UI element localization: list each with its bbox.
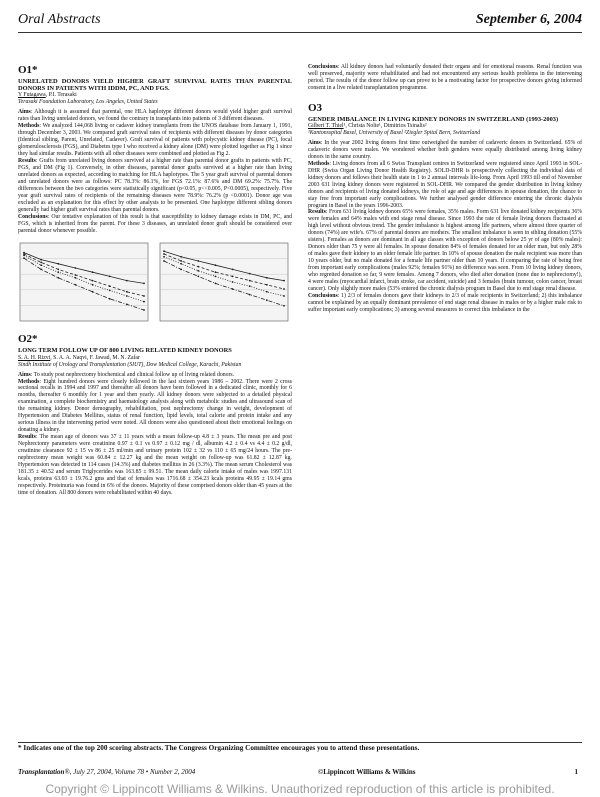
methods-paragraph: Methods: Living donors from all 6 Swiss Transplant centres in Switzerland were registered since April 1993 in SOL-DHR (Swiss Organ Living Donor Health Registry). SOLD-DHR is prospectively collecting the individual data of kidney donors and follows their health state in 1 to 2 annual intervals life-long. From April 1993 till end of November 2003 631 living kidney donors were registered in SOL-DHR. We compared the gender distribution in living kidney donors and recipients of living donated kidneys, the role of age and age differences in spouse donation, the chance to stay free from important early complications. We further analysed gender difference entering the chronic dialysis program in Basel in the years 1996-2003. <box>308 160 582 209</box>
data-point <box>143 283 145 285</box>
footnote-rule <box>18 742 582 743</box>
abstract-o2-continued <box>308 64 582 92</box>
header-rule <box>18 32 582 33</box>
data-point <box>126 291 128 293</box>
co-authors: , P.I. Terasaki <box>45 92 77 99</box>
chart-panel-2 <box>160 243 288 321</box>
data-point <box>109 298 111 300</box>
co-authors: , S. A. A. Naqvi, F. Jawad, M. N. Zafar <box>50 354 140 361</box>
data-point <box>40 262 42 264</box>
data-point <box>92 291 94 293</box>
data-point <box>197 266 199 268</box>
data-point <box>75 277 77 279</box>
data-point <box>266 291 268 293</box>
abstract-authors <box>308 123 582 130</box>
running-header-section: Oral Abstracts <box>18 12 101 27</box>
conclusions-paragraph: Conclusions: 1) 2/3 of females donors gave their kidneys to 2/3 of male recipients in Switzerland; 2) this imbalance cannot be explained by an equally dominant prevalence of end stage renal disease in males or by a higher male risk to suffer important early complications; 3) among several measures to correct this imbalance in the <box>308 292 582 313</box>
data-point <box>180 261 182 263</box>
abstract-id: O2* <box>18 333 38 346</box>
data-point <box>163 254 165 256</box>
data-point <box>232 269 234 271</box>
data-point <box>126 280 128 282</box>
data-point <box>232 276 234 278</box>
data-point <box>23 255 25 257</box>
presenting-author: Gilbert T. Thiel <box>308 123 344 130</box>
data-point <box>57 277 59 279</box>
data-point <box>266 277 268 279</box>
data-point <box>283 305 285 307</box>
abstract-title: GENDER IMBALANCE IN LIVING KIDNEY DONORS IN SWITZERLAND (1993-2003) <box>308 115 559 123</box>
data-point <box>126 296 128 298</box>
chart-panel-1 <box>20 243 148 321</box>
publisher: ©Lippincott Williams & Wilkins <box>318 768 416 776</box>
survival-figure <box>18 239 290 327</box>
copyright-notice: Copyright © Lippincott Williams & Wilkins. Unauthorized reproduction of this article is prohibited. <box>45 782 555 796</box>
results-paragraph: Results: Grafts from unrelated living donors survived at a higher rate than parental donor grafts in patients with PC, FGS, and DM (Fig 1). Conversely, in other diseases, parental donor grafts survived at a higher rate than living unrelated donors as expected, according to matching for HLA haplotypes. The 5 year graft survival of parental donors and unrelated donors were as follows: PC 78.3%: 86.1%, for FGS 72.1%: 87.6% and DM 69.2%: 75.7%. The differences between the two categories were statistically significant (p<0.05, p<<0.005, P<0.0005), respectively. Five year graft survival rates of recipients of the remaining diseases were 78.9%: 76.2% (p <0.0001). Donor age was excluded as an explanation for this effect by other analysis to be presented. One haplotype different sibling donors generally had higher graft survival rates than parental donors. <box>18 157 292 213</box>
data-point <box>215 265 217 267</box>
data-point <box>109 286 111 288</box>
aims-paragraph: Aims: To study post nephrectomy biochemical and clinical follow up of living related donors. <box>18 371 235 378</box>
data-point <box>75 275 77 277</box>
citation-details: ®, July 27, 2004, Volume 78 • Number 2, 2004 <box>64 768 196 776</box>
data-point <box>92 272 94 274</box>
data-point <box>180 256 182 258</box>
chart-frame <box>160 243 288 321</box>
abstract-o2 <box>18 333 292 496</box>
abstract-affiliation: Terasaki Foundation Laboratory, Los Angeles, United States <box>18 99 158 106</box>
abstract-authors <box>18 355 292 362</box>
data-point <box>75 284 77 286</box>
abstract-authors <box>18 92 292 99</box>
presenting-author: S. A. H. Rizvi <box>18 354 51 361</box>
data-point <box>197 276 199 278</box>
conclusions-paragraph: Conclusions: Our tentative explanation of this result is that susceptibility to kidney damage exists in DM, PC, and FGS, which is inherited from the parent. For these 3 diseases, an unrelated donor graft should be considered over parental donor whenever possible. <box>18 213 292 234</box>
chart-frame <box>20 243 148 321</box>
results-paragraph: Results: The mean age of donors was 37 ± 11 years with a mean follow-up 4.8 ± 3 years. The mean pre and post Nephrectomy parameters were creatinine 0.97 ± 0.1 vs 0.97 ± 0.12 mg / dl, albumin 4.2 ± 0.4 vs 4.4 ± 0.2 g/dl, creatinine clearance 92 ± 15 vs 86 ± 25 ml/min and urinary protein 102 ± 32 vs 110 ± 65 mg/24 hours. The pre-nephrectomy mean weight was 60.84 ± 12.27 kg and the mean weight on follow-up was 61.82 ± 12.87 kg. Hypertension was detected in 114 cases (14.3%) and diabetes mellitus in 26 (3.3%). The mean serum Cholesterol was 181.35 ± 40.52 and serum Triglycerides was 163.85 ± 99.51. The mean daily calorie intake of males was 1997.131 kcals, proteins 63.03 ± 19.76.2 gms and that of females was 1716.68 ± 354.23 kcals proteins 49.95 ± 19.14 gms respectively. Proteinuria was found in 6% of the donors. Majority of these comprised donors older than 45 years at the time of donation. All 800 donors were rehabilitated within 40 days. <box>18 434 292 496</box>
survival-charts-svg <box>18 239 290 327</box>
data-point <box>40 269 42 271</box>
data-point <box>180 269 182 271</box>
page-number: 1 <box>574 768 578 776</box>
data-point <box>215 272 217 274</box>
right-column <box>308 64 582 314</box>
data-point <box>163 256 165 258</box>
aims-paragraph: Aims: Although it is assumed that parental, one HLA haplotype different donors would yield higher graft survival rates than living unrelated donors, we found the contrary in transplants into patients of 3 different diseases. <box>18 109 292 123</box>
data-point <box>163 251 165 253</box>
data-point <box>180 263 182 265</box>
data-point <box>143 301 145 303</box>
data-point <box>197 270 199 272</box>
left-column <box>18 64 292 497</box>
data-point <box>23 258 25 260</box>
data-point <box>215 283 217 285</box>
data-point <box>57 263 59 265</box>
data-point <box>143 310 145 312</box>
data-point <box>249 294 251 296</box>
abstract-affiliation: ¹Kantonsspital Basel, University of Basel ²Ziegler Spital Bern, Switzerland <box>308 129 481 136</box>
data-point <box>249 280 251 282</box>
data-point <box>283 296 285 298</box>
data-point <box>126 304 128 306</box>
data-point <box>109 290 111 292</box>
conclusions-paragraph: Conclusions: All kidney donors had voluntarily donated their organs and for emotional reasons. Renal function was well preserved, majority were rehabilitated and had not encountered any serious health problems in the intervening period. The results of the donor follow up can prove to be a motivating factor for prospective donors giving informed consent in a live related transplantation programme. <box>308 64 582 91</box>
co-authors: ¹, Christa Nolte¹, Dimitrios Tsinalis² <box>343 123 427 130</box>
data-point <box>75 268 77 270</box>
data-point <box>283 289 285 291</box>
data-point <box>109 276 111 278</box>
aims-paragraph: Aims: In the year 2002 living donors first time outweighed the number of cadaveric donors in Switzerland. 65% of cadaveric donors were males. We wondered whether both genders were equally distributed among living kidney donors in the same country. <box>308 139 582 160</box>
data-point <box>266 300 268 302</box>
data-point <box>197 261 199 263</box>
spacer <box>308 92 582 102</box>
abstract-o3 <box>308 102 582 314</box>
data-point <box>40 259 42 261</box>
data-point <box>163 261 165 263</box>
footnote: * Indicates one of the top 200 scoring abstracts. The Congress Organizing Committee encourages you to attend these presentations. <box>18 744 420 752</box>
journal-citation <box>18 768 195 776</box>
methods-paragraph: Methods: We analyzed 144,068 living or cadaver kidney transplants from the UNOS database from January 1, 1991, through December 3, 2003. We compared graft survival rates of recipients with different diseases by donor categories (Identical sibling, Parent, Unrelated, Cadaver). Graft survival of patients with polycystic kidney disease (PC), focal glomerulosclerosis (FGS), and Diabetes type I who received a kidney alone (DM) were plotted together as Fig 1 since they had similar results. Patients with all other diseases were combined and plotted as Fig 2. <box>18 123 292 158</box>
data-point <box>57 269 59 271</box>
presenting-author: Y Futagawa <box>18 92 46 99</box>
data-point <box>283 280 285 282</box>
data-point <box>215 276 217 278</box>
data-point <box>40 265 42 267</box>
abstract-o1 <box>18 64 292 327</box>
abstract-title: LONG TERM FOLLOW UP OF 800 LIVING RELATED KIDNEY DONORS <box>18 347 232 355</box>
data-point <box>249 273 251 275</box>
data-point <box>57 272 59 274</box>
data-point <box>232 289 234 291</box>
abstract-title: UNRELATED DONORS YIELD HIGHER GRAFT SURVIVAL RATES THAN PARENTAL DONORS IN PATIENTS WITH IDDM, PC, AND FGS. <box>18 78 292 93</box>
data-point <box>266 284 268 286</box>
data-point <box>232 282 234 284</box>
abstract-id: O3 <box>308 101 323 114</box>
data-point <box>143 296 145 298</box>
abstract-affiliation: Sindh Institute of Urology and Transplantation (SIUT), Dow Medical College, Karachi, Pakistan <box>18 361 242 368</box>
methods-paragraph: Methods: Eight hundred donors were closely followed in the last sixteen years 1986 – 2002. There were 2 cross sectional recalls in 1994 and 1997 and thereafter all donors have been followed in a dedicated clinic, monthly for 6 months, thereafter 6 monthly for 1 year and then yearly. All kidney donors were subjected to a detailed physical examination, a complete biochemistry and haematology analysis along with metabolic studies and ultrasound scan of the remaining kidney. Donor demography, rehabilitation, post nephrectomy change in weight, development of Hypertension and Diabetes Mellitus, status of renal function, lipid levels, total calorie and protein intake and any serious illness in the intervening period were noted. All donors were also questioned about their emotional feelings on donating a kidney. <box>18 378 292 434</box>
data-point <box>249 286 251 288</box>
results-paragraph: Results: From 631 living kidney donors 65% were females, 35% males. Form 631 live donated kidney recipients 36% were females and 64% males with end stage renal disease. Since 1993 the rate of female living donors fluctuated at high level without obvious trend. The gender imbalance is highest among life partners, where almost three quarter of donors (74%) are wife's. 67% of parental donors are mothers. The smallest imbalance is seen in sibling donation (55% sisters). Females as donors are dominant in all age classes with exception of donors below 25 yr of age (80% males): Donors older than 75 y were all females. In spouse donation 84% of females donated for an older man, but only 28% of males gave their kidney to an older female life partner. In 10% of spouse donation the male recipient was more than 10 years older, but no male donated for a female life partner older than 10 years. If comparing the rate of being free from important early complications (males 92%; females 91%) no difference was seen. From 10 living kidney donors, who regretted donation so far, 9 were females. Among 7 donors, who died after donation (none due to nephrectomy!), 4 were males (myocardial infarct, brain stroke, car accident, suicide) and 3 females (brain tumour, colon cancer, breast cancer). Only slightly more males (53% entered the chronic dialysis program in Basel due to end stage renal disease. <box>308 209 582 292</box>
data-point <box>92 280 94 282</box>
running-header-date: September 6, 2004 <box>475 12 582 27</box>
data-point <box>92 284 94 286</box>
journal-name: Transplantation <box>18 768 65 776</box>
abstract-id: O1* <box>18 64 38 76</box>
